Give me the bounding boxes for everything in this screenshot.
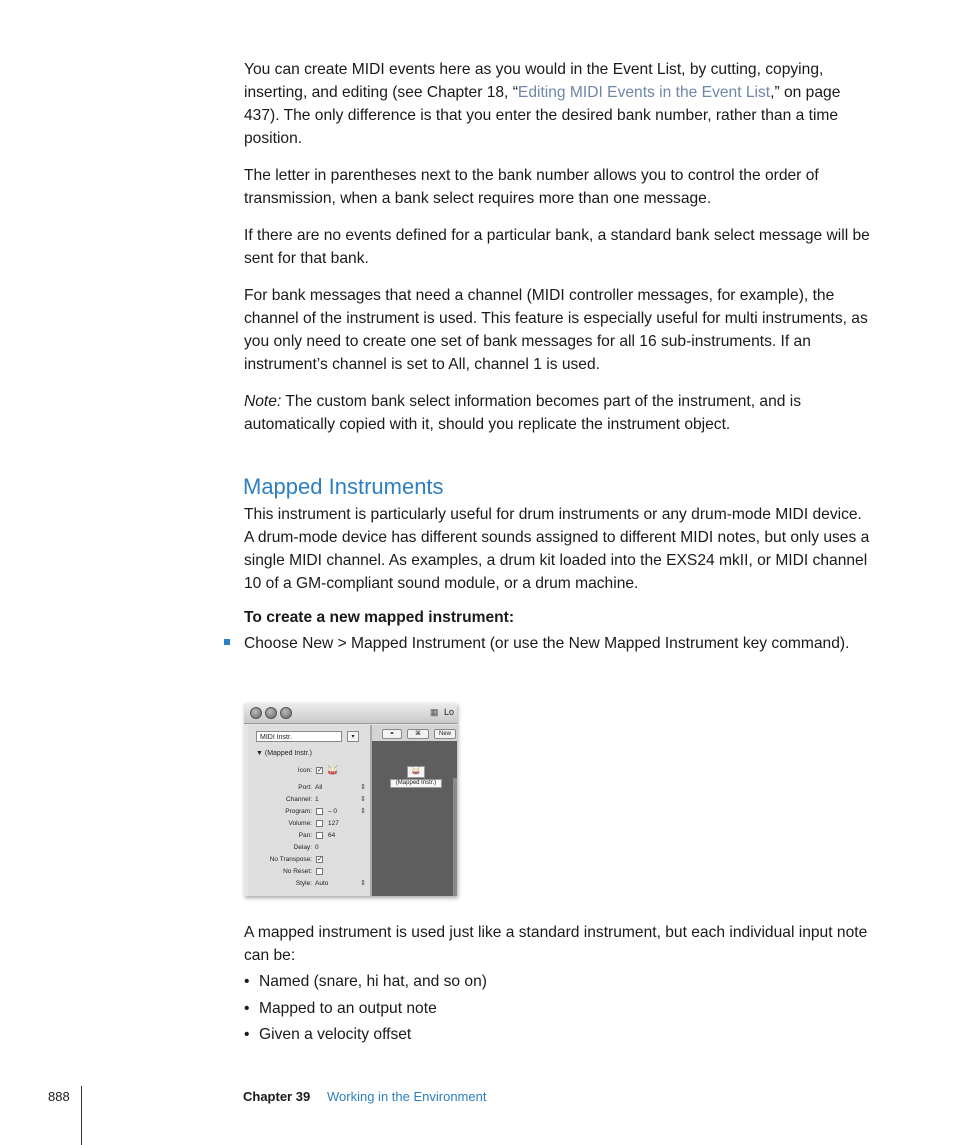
bullet-icon: •: [244, 973, 250, 990]
window-title: Lo: [444, 707, 455, 717]
canvas-scrollbar[interactable]: [453, 778, 457, 896]
param-value: All: [315, 784, 323, 791]
stepper-arrows-icon[interactable]: ⇕: [360, 796, 366, 803]
paragraph-event-creation: [244, 58, 872, 150]
param-label: Volume:: [288, 820, 312, 827]
window-document-icon: ▦: [430, 707, 439, 717]
param-value: 0: [315, 844, 319, 851]
param-row-channel[interactable]: [248, 794, 370, 806]
procedure-heading: To create a new mapped instrument:: [244, 609, 515, 626]
param-row-icon: [248, 765, 370, 777]
footer-divider: [81, 1086, 82, 1145]
param-row-program[interactable]: [248, 806, 370, 818]
note-paragraph: [244, 390, 872, 436]
mapped-instrument-object-icon[interactable]: 🥁: [407, 766, 425, 778]
no-reset-checkbox[interactable]: [316, 868, 323, 875]
minimize-window-icon[interactable]: [265, 707, 277, 719]
window-titlebar: [244, 703, 457, 724]
param-row-no-transpose[interactable]: [248, 854, 370, 866]
environment-window-screenshot: [244, 703, 457, 896]
page-number: 888: [48, 1089, 70, 1104]
param-value: 1: [315, 796, 319, 803]
list-item: Given a velocity offset: [259, 1026, 412, 1043]
inspector-group-label[interactable]: ▼ (Mapped Instr.): [256, 750, 312, 757]
param-label: Style:: [295, 880, 312, 887]
object-type-dropdown[interactable]: MIDI Instr.: [256, 731, 342, 742]
cross-reference-link[interactable]: Editing MIDI Events in the Event List: [517, 84, 771, 101]
param-value: Auto: [315, 880, 329, 887]
param-label: Port:: [298, 784, 312, 791]
paragraph-mapped-intro: This instrument is particularly useful for drum instruments or any drum-mode MIDI device. A drum-mode device has different sounds assigned to different MIDI notes, but only uses a single MIDI channel. As examples, a drum kit loaded into the EXS24 mkII, or MIDI channel 10 of a GM-compliant sound module, or a drum machine.: [244, 506, 870, 592]
stepper-arrows-icon[interactable]: ⇕: [360, 808, 366, 815]
no-transpose-checkbox[interactable]: ✓: [317, 856, 323, 863]
param-value: 127: [328, 820, 339, 827]
param-label: Delay:: [293, 844, 312, 851]
stepper-arrows-icon[interactable]: ⇕: [360, 784, 366, 791]
paragraph-mapped-usage: A mapped instrument is used just like a standard instrument, but each individual input note can be:: [244, 924, 868, 964]
param-label: Pan:: [298, 832, 312, 839]
volume-checkbox[interactable]: [316, 820, 323, 827]
param-label: No Transpose:: [269, 856, 312, 863]
icon-checkbox[interactable]: ✓: [317, 767, 323, 774]
paragraph-bank-channel: For bank messages that need a channel (MIDI controller messages, for example), the channel of the instrument is used. This feature is especially useful for multi instruments, as you only need to create one set of bank messages for all 16 sub-instruments. If an instrument’s channel is set to All, channel 1 is used.: [244, 287, 868, 373]
note-label: Note:: [244, 393, 282, 410]
param-value: 64: [328, 832, 336, 839]
paragraph-no-events: If there are no events defined for a particular bank, a standard bank select message will be sent for that bank.: [244, 227, 870, 267]
bullet-icon: •: [244, 1000, 250, 1017]
program-checkbox[interactable]: [316, 808, 323, 815]
step-bullet-icon: [224, 639, 230, 645]
paragraph-text: You can create MIDI events here as you would in the Event List, by cutting, copying, inserting, and editing (see Chapter 18, “: [244, 61, 824, 101]
stepper-arrows-icon[interactable]: ⇕: [360, 880, 366, 887]
param-row-delay[interactable]: [248, 842, 370, 854]
bullet-icon: •: [244, 1026, 250, 1043]
section-heading: Mapped Instruments: [243, 474, 444, 499]
paragraph-text: ,” on page 437). The only difference is that you enter the desired bank number, rather than a time position.: [244, 84, 841, 147]
param-label: Program:: [285, 808, 312, 815]
zoom-window-icon[interactable]: [280, 707, 292, 719]
chapter-label: Chapter 39: [243, 1089, 311, 1104]
cable-icon[interactable]: ⌘: [407, 729, 429, 739]
new-menu-button[interactable]: New: [434, 729, 456, 739]
chapter-title-link[interactable]: Working in the Environment: [327, 1089, 487, 1104]
pan-checkbox[interactable]: [316, 832, 323, 839]
list-item: Mapped to an output note: [259, 1000, 437, 1017]
param-row-volume[interactable]: [248, 818, 370, 830]
param-row-no-reset[interactable]: [248, 866, 370, 878]
link-icon[interactable]: ⚭: [382, 729, 402, 739]
paragraph-bank-letter: The letter in parentheses next to the bank number allows you to control the order of transmission, when a bank select requires more than one message.: [244, 167, 819, 207]
environment-canvas[interactable]: [372, 741, 457, 896]
param-label: Icon:: [297, 767, 312, 774]
param-label: Channel:: [285, 796, 312, 803]
param-row-port[interactable]: [248, 782, 370, 794]
mapped-instrument-object-label[interactable]: (Mapped Instr.): [390, 779, 442, 788]
list-item: Named (snare, hi hat, and so on): [259, 973, 487, 990]
note-text: The custom bank select information becomes part of the instrument, and is automatically copied with it, should you replicate the instrument object.: [244, 393, 802, 433]
param-row-style[interactable]: [248, 878, 370, 890]
drum-kit-icon[interactable]: 🥁: [327, 765, 339, 775]
param-label: No Reset:: [283, 868, 312, 875]
close-window-icon[interactable]: [250, 707, 262, 719]
param-value: – 0: [328, 808, 338, 815]
param-row-pan[interactable]: [248, 830, 370, 842]
dropdown-arrow-icon[interactable]: ▾: [347, 731, 359, 742]
procedure-step: Choose New > Mapped Instrument (or use the New Mapped Instrument key command).: [244, 635, 850, 652]
